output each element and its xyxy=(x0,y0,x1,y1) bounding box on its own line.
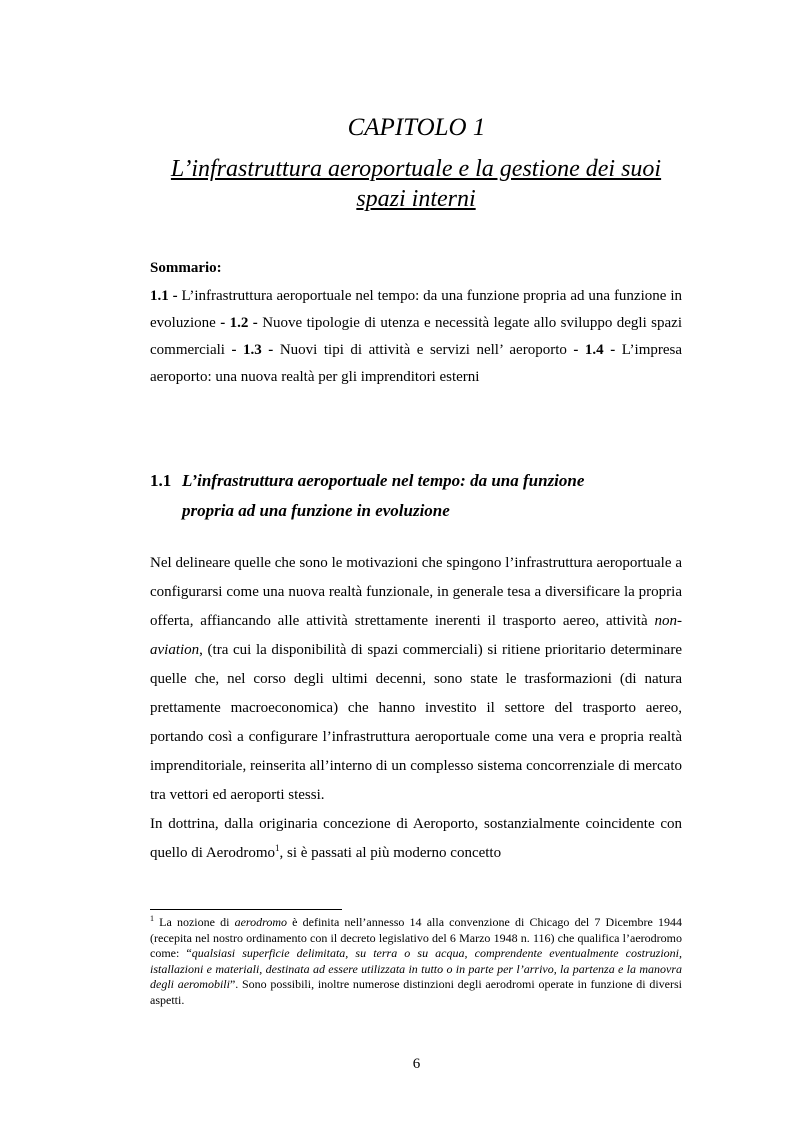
summary-item-number: - 1.3 - xyxy=(231,342,274,358)
body-text-span: , (tra cui la disponibilità di spazi commerciali) si ritiene prioritario determinare quelle che, nel corso degli ultimi decenni, sono state le trasformazioni (di natura prettamente macroeconomica) che hanno investito il settore del trasporto aereo, portando così a configurare l’infrastruttura aeroportuale come una vera e propria realtà imprenditoriale, reinserita all’interno di un complesso sistema concorrenziale di mercato tra vettori ed aeroporti stessi. xyxy=(150,642,682,803)
footnote-text: è definita nell’annesso 14 alla convenzione di Chicago del 7 Dicembre 1944 (recepita nel nostro ordinamento con il decreto legislativo del 6 Marzo 1948 n. 116) che qualifica l’aerodromo come: “ xyxy=(150,915,682,960)
footnote-italic-term: aerodromo xyxy=(234,915,288,929)
chapter-label: CAPITOLO 1 xyxy=(347,114,486,141)
body-italic-term: non-aviation xyxy=(150,613,682,658)
body-paragraph-1 xyxy=(150,549,682,810)
body-text-span: , si è passati al più moderno concetto xyxy=(279,845,502,861)
body-text xyxy=(150,549,682,868)
footnote-text: La nozione di xyxy=(154,915,235,929)
section-title-line2: propria ad una funzione in evoluzione xyxy=(182,501,450,520)
section-heading xyxy=(150,466,682,526)
summary-item-number: - 1.4 - xyxy=(573,342,616,358)
summary-item-text: Nuove tipologie di utenza e necessità legate allo sviluppo degli spazi commerciali xyxy=(150,315,682,358)
summary-heading: Sommario: xyxy=(150,260,222,276)
body-text-span: Nel delineare quelle che sono le motivazioni che spingono l’infrastruttura aeroportuale a configurarsi come una nuova realtà funzionale, in generale tesa a diversificare la propria offerta, affiancando alle attività strettamente inerenti il trasporto aereo, attività xyxy=(150,555,682,629)
summary-item-text: Nuovi tipi di attività e servizi nell’ aeroporto xyxy=(273,342,574,358)
summary-item-number: - 1.2 - xyxy=(220,315,258,331)
page-number: 6 xyxy=(412,1056,421,1072)
summary-body xyxy=(150,283,682,391)
footnote-reference[interactable]: 1 xyxy=(274,843,280,853)
summary-item-number: 1.1 - xyxy=(150,288,178,304)
footnote-marker: 1 xyxy=(150,914,154,923)
footnote xyxy=(150,915,682,1008)
footnote-separator xyxy=(150,909,342,910)
body-text-span: In dottrina, dalla originaria concezione di Aeroporto, sostanzialmente coincidente con quello di Aerodromo xyxy=(150,816,682,861)
section-title-line1: L’infrastruttura aeroportuale nel tempo: da una funzione xyxy=(182,471,585,490)
section-number: 1.1 xyxy=(150,471,172,490)
chapter-title: L’infrastruttura aeroportuale e la gestione dei suoi spazi interni xyxy=(170,156,662,212)
body-paragraph-2 xyxy=(150,810,682,868)
summary-item-text: L’impresa aeroporto: una nuova realtà per gli imprenditori esterni xyxy=(150,342,683,385)
footnote-quote: qualsiasi superficie delimitata, su terra o su acqua, comprendente eventualmente costruzioni, istallazioni e materiali, destinata ad essere utilizzata in tutto o in parte per l’arrivo, la partenza e la manovra degli aeromobili xyxy=(150,946,683,991)
footnote-text: ”. Sono possibili, inoltre numerose distinzioni degli aerodromi operate in funzione di diversi aspetti. xyxy=(150,977,682,1007)
summary-item-text: L’infrastruttura aeroportuale nel tempo: da una funzione propria ad una funzione in evoluzione xyxy=(150,288,682,331)
